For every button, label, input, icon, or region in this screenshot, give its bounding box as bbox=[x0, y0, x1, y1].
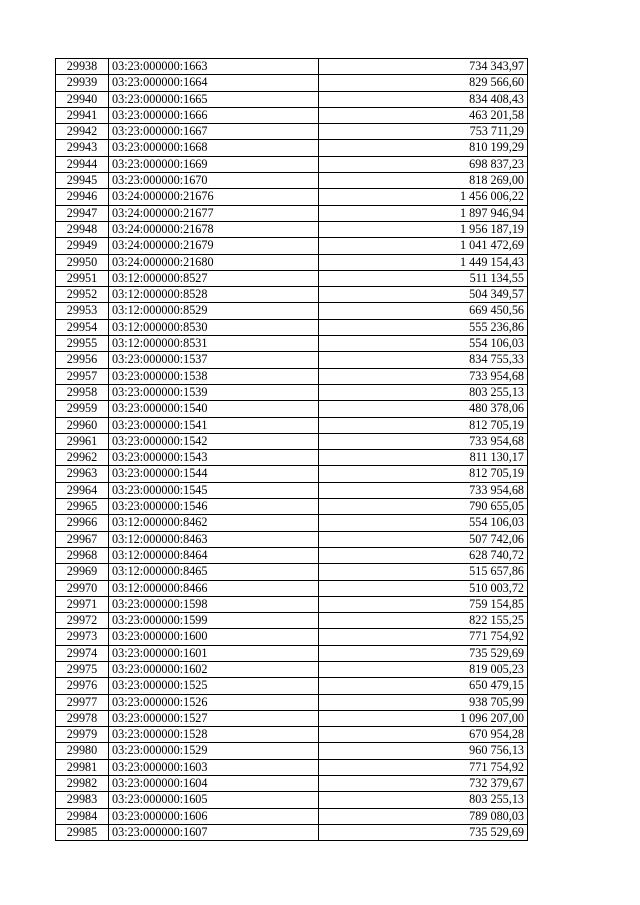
table-row bbox=[56, 661, 528, 677]
table-row bbox=[56, 759, 528, 775]
row-number-cell: 29954 bbox=[56, 319, 109, 335]
row-number-cell: 29958 bbox=[56, 384, 109, 400]
cadastral-number-cell: 03:23:000000:1663 bbox=[109, 59, 319, 75]
cadastral-number-cell: 03:23:000000:1669 bbox=[109, 156, 319, 172]
row-number-cell: 29979 bbox=[56, 727, 109, 743]
cadastral-number-cell: 03:23:000000:1537 bbox=[109, 352, 319, 368]
table-row bbox=[56, 482, 528, 498]
table-row bbox=[56, 384, 528, 400]
row-number-cell: 29942 bbox=[56, 124, 109, 140]
value-cell: 480 378,06 bbox=[319, 401, 528, 417]
value-cell: 771 754,92 bbox=[319, 759, 528, 775]
value-cell: 818 269,00 bbox=[319, 173, 528, 189]
row-number-cell: 29960 bbox=[56, 417, 109, 433]
cadastral-number-cell: 03:12:000000:8530 bbox=[109, 319, 319, 335]
row-number-cell: 29983 bbox=[56, 792, 109, 808]
row-number-cell: 29944 bbox=[56, 156, 109, 172]
value-cell: 803 255,13 bbox=[319, 384, 528, 400]
cadastral-number-cell: 03:12:000000:8463 bbox=[109, 531, 319, 547]
row-number-cell: 29946 bbox=[56, 189, 109, 205]
value-cell: 733 954,68 bbox=[319, 433, 528, 449]
table-row bbox=[56, 238, 528, 254]
row-number-cell: 29984 bbox=[56, 808, 109, 824]
value-cell: 463 201,58 bbox=[319, 107, 528, 123]
table-row bbox=[56, 75, 528, 91]
cadastral-number-cell: 03:23:000000:1603 bbox=[109, 759, 319, 775]
cadastral-number-cell: 03:24:000000:21680 bbox=[109, 254, 319, 270]
table-row bbox=[56, 287, 528, 303]
table-row bbox=[56, 59, 528, 75]
value-cell: 1 041 472,69 bbox=[319, 238, 528, 254]
value-cell: 732 379,67 bbox=[319, 776, 528, 792]
cadastral-number-cell: 03:23:000000:1665 bbox=[109, 91, 319, 107]
cadastral-number-cell: 03:23:000000:1538 bbox=[109, 368, 319, 384]
value-cell: 670 954,28 bbox=[319, 727, 528, 743]
value-cell: 834 408,43 bbox=[319, 91, 528, 107]
cadastral-number-cell: 03:12:000000:8466 bbox=[109, 580, 319, 596]
table-row bbox=[56, 727, 528, 743]
cadastral-number-cell: 03:12:000000:8462 bbox=[109, 515, 319, 531]
table-row bbox=[56, 466, 528, 482]
table-row bbox=[56, 417, 528, 433]
cadastral-number-cell: 03:23:000000:1668 bbox=[109, 140, 319, 156]
table-row bbox=[56, 319, 528, 335]
value-cell: 938 705,99 bbox=[319, 694, 528, 710]
value-cell: 698 837,23 bbox=[319, 156, 528, 172]
cadastral-number-cell: 03:23:000000:1545 bbox=[109, 482, 319, 498]
row-number-cell: 29964 bbox=[56, 482, 109, 498]
cadastral-number-cell: 03:24:000000:21677 bbox=[109, 205, 319, 221]
table-row bbox=[56, 547, 528, 563]
value-cell: 735 529,69 bbox=[319, 824, 528, 840]
row-number-cell: 29945 bbox=[56, 173, 109, 189]
cadastral-number-cell: 03:24:000000:21679 bbox=[109, 238, 319, 254]
table-row bbox=[56, 450, 528, 466]
cadastral-number-cell: 03:23:000000:1601 bbox=[109, 645, 319, 661]
value-cell: 834 755,33 bbox=[319, 352, 528, 368]
row-number-cell: 29938 bbox=[56, 59, 109, 75]
table-row bbox=[56, 433, 528, 449]
cadastral-number-cell: 03:23:000000:1598 bbox=[109, 596, 319, 612]
value-cell: 504 349,57 bbox=[319, 287, 528, 303]
value-cell: 960 756,13 bbox=[319, 743, 528, 759]
value-cell: 1 456 006,22 bbox=[319, 189, 528, 205]
row-number-cell: 29939 bbox=[56, 75, 109, 91]
table-row bbox=[56, 303, 528, 319]
table-row bbox=[56, 596, 528, 612]
table-row bbox=[56, 629, 528, 645]
table-row bbox=[56, 401, 528, 417]
value-cell: 628 740,72 bbox=[319, 547, 528, 563]
value-cell: 733 954,68 bbox=[319, 482, 528, 498]
value-cell: 554 106,03 bbox=[319, 336, 528, 352]
row-number-cell: 29980 bbox=[56, 743, 109, 759]
table-row bbox=[56, 531, 528, 547]
value-cell: 669 450,56 bbox=[319, 303, 528, 319]
row-number-cell: 29950 bbox=[56, 254, 109, 270]
value-cell: 810 199,29 bbox=[319, 140, 528, 156]
table-row bbox=[56, 270, 528, 286]
row-number-cell: 29956 bbox=[56, 352, 109, 368]
row-number-cell: 29962 bbox=[56, 450, 109, 466]
cadastral-number-cell: 03:23:000000:1526 bbox=[109, 694, 319, 710]
table-row bbox=[56, 254, 528, 270]
table-row bbox=[56, 368, 528, 384]
value-cell: 812 705,19 bbox=[319, 417, 528, 433]
table-row bbox=[56, 678, 528, 694]
table-row bbox=[56, 580, 528, 596]
cadastral-number-cell: 03:23:000000:1527 bbox=[109, 710, 319, 726]
table-row bbox=[56, 776, 528, 792]
cadastral-number-cell: 03:24:000000:21676 bbox=[109, 189, 319, 205]
table-row bbox=[56, 140, 528, 156]
table-row bbox=[56, 743, 528, 759]
table-row bbox=[56, 189, 528, 205]
value-cell: 771 754,92 bbox=[319, 629, 528, 645]
cadastral-number-cell: 03:23:000000:1667 bbox=[109, 124, 319, 140]
table-row bbox=[56, 515, 528, 531]
table-row bbox=[56, 792, 528, 808]
row-number-cell: 29974 bbox=[56, 645, 109, 661]
cadastral-number-cell: 03:23:000000:1540 bbox=[109, 401, 319, 417]
value-cell: 789 080,03 bbox=[319, 808, 528, 824]
table-row bbox=[56, 613, 528, 629]
row-number-cell: 29967 bbox=[56, 531, 109, 547]
row-number-cell: 29961 bbox=[56, 433, 109, 449]
table-row bbox=[56, 352, 528, 368]
cadastral-number-cell: 03:23:000000:1529 bbox=[109, 743, 319, 759]
table-row bbox=[56, 710, 528, 726]
row-number-cell: 29951 bbox=[56, 270, 109, 286]
cadastral-number-cell: 03:12:000000:8528 bbox=[109, 287, 319, 303]
row-number-cell: 29965 bbox=[56, 499, 109, 515]
value-cell: 811 130,17 bbox=[319, 450, 528, 466]
row-number-cell: 29977 bbox=[56, 694, 109, 710]
cadastral-number-cell: 03:23:000000:1670 bbox=[109, 173, 319, 189]
cadastral-number-cell: 03:12:000000:8465 bbox=[109, 564, 319, 580]
value-cell: 819 005,23 bbox=[319, 661, 528, 677]
table-row bbox=[56, 694, 528, 710]
cadastral-number-cell: 03:23:000000:1539 bbox=[109, 384, 319, 400]
value-cell: 515 657,86 bbox=[319, 564, 528, 580]
cadastral-number-cell: 03:23:000000:1602 bbox=[109, 661, 319, 677]
table-row bbox=[56, 156, 528, 172]
cadastral-number-cell: 03:23:000000:1607 bbox=[109, 824, 319, 840]
row-number-cell: 29982 bbox=[56, 776, 109, 792]
table-row bbox=[56, 221, 528, 237]
value-cell: 733 954,68 bbox=[319, 368, 528, 384]
row-number-cell: 29949 bbox=[56, 238, 109, 254]
row-number-cell: 29968 bbox=[56, 547, 109, 563]
row-number-cell: 29952 bbox=[56, 287, 109, 303]
cadastral-number-cell: 03:23:000000:1604 bbox=[109, 776, 319, 792]
table-row bbox=[56, 824, 528, 840]
value-cell: 1 956 187,19 bbox=[319, 221, 528, 237]
value-cell: 511 134,55 bbox=[319, 270, 528, 286]
cadastral-number-cell: 03:23:000000:1605 bbox=[109, 792, 319, 808]
row-number-cell: 29953 bbox=[56, 303, 109, 319]
table-row bbox=[56, 808, 528, 824]
row-number-cell: 29957 bbox=[56, 368, 109, 384]
row-number-cell: 29969 bbox=[56, 564, 109, 580]
row-number-cell: 29948 bbox=[56, 221, 109, 237]
value-cell: 554 106,03 bbox=[319, 515, 528, 531]
cadastral-number-cell: 03:23:000000:1541 bbox=[109, 417, 319, 433]
row-number-cell: 29975 bbox=[56, 661, 109, 677]
value-cell: 735 529,69 bbox=[319, 645, 528, 661]
row-number-cell: 29972 bbox=[56, 613, 109, 629]
cadastral-number-cell: 03:23:000000:1543 bbox=[109, 450, 319, 466]
cadastral-number-cell: 03:23:000000:1606 bbox=[109, 808, 319, 824]
value-cell: 803 255,13 bbox=[319, 792, 528, 808]
row-number-cell: 29973 bbox=[56, 629, 109, 645]
table-body bbox=[56, 59, 528, 841]
cadastral-number-cell: 03:23:000000:1666 bbox=[109, 107, 319, 123]
cadastre-table bbox=[55, 58, 528, 841]
cadastral-number-cell: 03:23:000000:1546 bbox=[109, 499, 319, 515]
row-number-cell: 29966 bbox=[56, 515, 109, 531]
row-number-cell: 29963 bbox=[56, 466, 109, 482]
table-row bbox=[56, 499, 528, 515]
cadastral-number-cell: 03:23:000000:1664 bbox=[109, 75, 319, 91]
cadastral-number-cell: 03:23:000000:1600 bbox=[109, 629, 319, 645]
row-number-cell: 29970 bbox=[56, 580, 109, 596]
table-row bbox=[56, 205, 528, 221]
value-cell: 829 566,60 bbox=[319, 75, 528, 91]
value-cell: 1 096 207,00 bbox=[319, 710, 528, 726]
value-cell: 555 236,86 bbox=[319, 319, 528, 335]
cadastral-number-cell: 03:23:000000:1544 bbox=[109, 466, 319, 482]
row-number-cell: 29976 bbox=[56, 678, 109, 694]
cadastral-number-cell: 03:12:000000:8531 bbox=[109, 336, 319, 352]
cadastral-number-cell: 03:24:000000:21678 bbox=[109, 221, 319, 237]
cadastral-number-cell: 03:23:000000:1528 bbox=[109, 727, 319, 743]
cadastral-number-cell: 03:23:000000:1525 bbox=[109, 678, 319, 694]
value-cell: 734 343,97 bbox=[319, 59, 528, 75]
row-number-cell: 29971 bbox=[56, 596, 109, 612]
row-number-cell: 29955 bbox=[56, 336, 109, 352]
cadastral-number-cell: 03:12:000000:8464 bbox=[109, 547, 319, 563]
row-number-cell: 29947 bbox=[56, 205, 109, 221]
table-row bbox=[56, 124, 528, 140]
cadastral-number-cell: 03:12:000000:8527 bbox=[109, 270, 319, 286]
table-row bbox=[56, 336, 528, 352]
table-row bbox=[56, 173, 528, 189]
cadastral-number-cell: 03:12:000000:8529 bbox=[109, 303, 319, 319]
table-row bbox=[56, 91, 528, 107]
table-row bbox=[56, 645, 528, 661]
value-cell: 759 154,85 bbox=[319, 596, 528, 612]
cadastral-number-cell: 03:23:000000:1599 bbox=[109, 613, 319, 629]
value-cell: 1 449 154,43 bbox=[319, 254, 528, 270]
cadastral-number-cell: 03:23:000000:1542 bbox=[109, 433, 319, 449]
value-cell: 812 705,19 bbox=[319, 466, 528, 482]
value-cell: 822 155,25 bbox=[319, 613, 528, 629]
row-number-cell: 29978 bbox=[56, 710, 109, 726]
row-number-cell: 29941 bbox=[56, 107, 109, 123]
row-number-cell: 29943 bbox=[56, 140, 109, 156]
value-cell: 753 711,29 bbox=[319, 124, 528, 140]
value-cell: 1 897 946,94 bbox=[319, 205, 528, 221]
row-number-cell: 29985 bbox=[56, 824, 109, 840]
row-number-cell: 29959 bbox=[56, 401, 109, 417]
value-cell: 650 479,15 bbox=[319, 678, 528, 694]
table-row bbox=[56, 107, 528, 123]
row-number-cell: 29940 bbox=[56, 91, 109, 107]
value-cell: 510 003,72 bbox=[319, 580, 528, 596]
row-number-cell: 29981 bbox=[56, 759, 109, 775]
value-cell: 507 742,06 bbox=[319, 531, 528, 547]
value-cell: 790 655,05 bbox=[319, 499, 528, 515]
table-row bbox=[56, 564, 528, 580]
